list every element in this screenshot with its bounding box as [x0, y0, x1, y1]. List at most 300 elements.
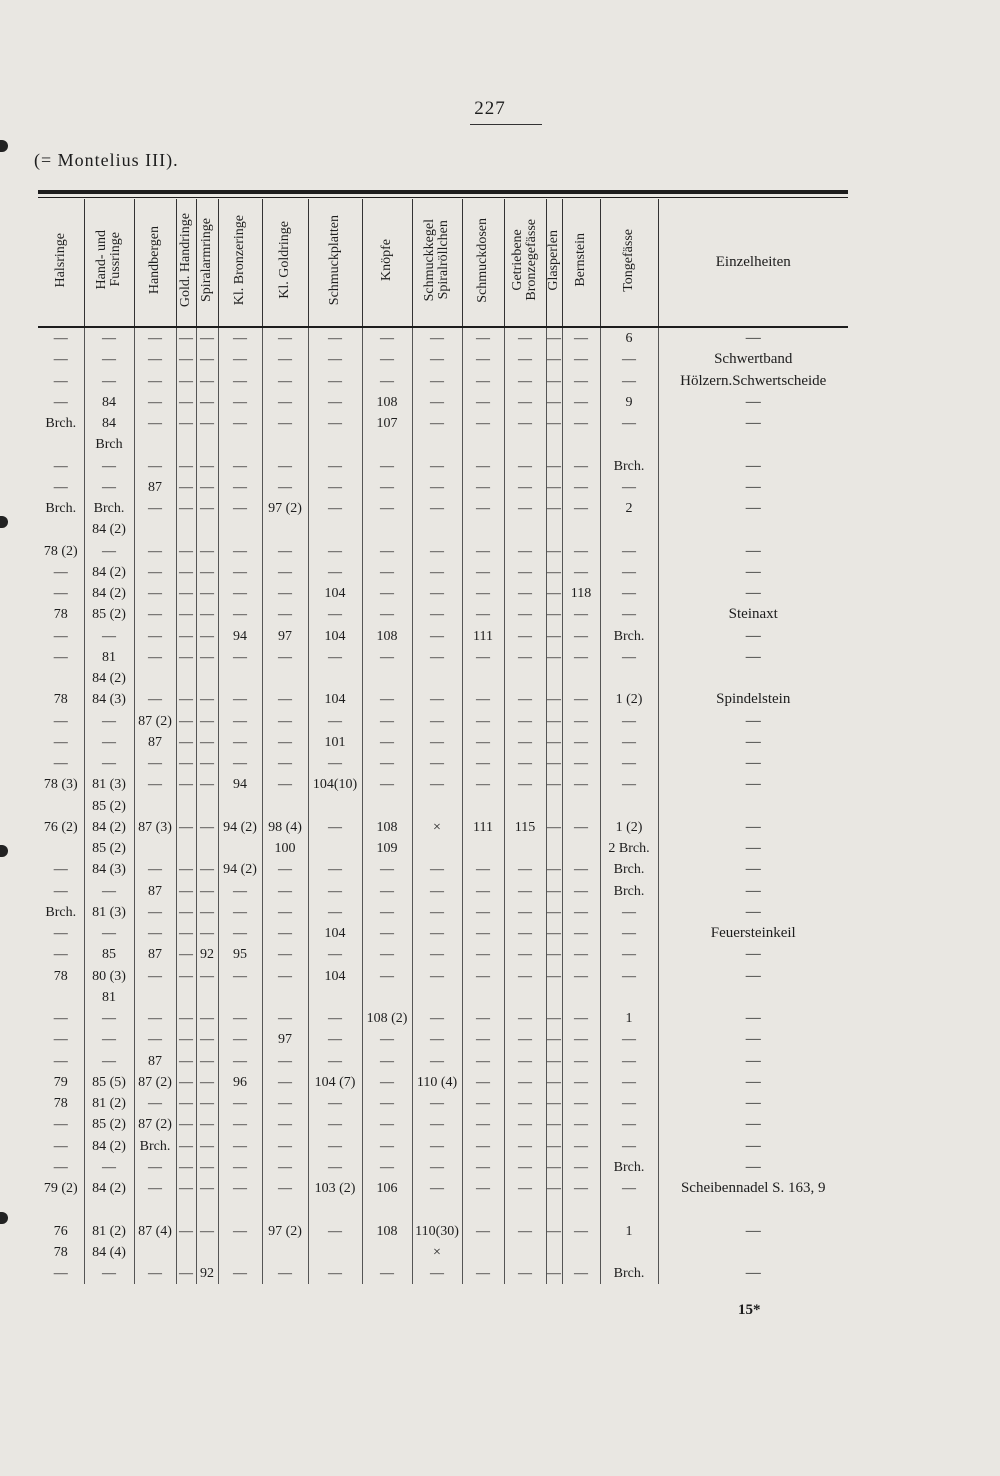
detail-cell: — — [658, 1136, 848, 1157]
table-cell: — — [562, 349, 600, 370]
table-row — [38, 1072, 848, 1093]
table-cell — [196, 519, 218, 540]
table-cell: — — [53, 926, 68, 942]
column-header — [84, 199, 134, 327]
table-cell: — — [196, 1029, 218, 1050]
detail-cell: — — [658, 583, 848, 604]
table-cell: — — [196, 498, 218, 519]
table-cell: — — [504, 1072, 546, 1093]
table-cell: — — [362, 1051, 412, 1072]
table-cell: 104 — [308, 923, 362, 944]
detail-cell — [658, 987, 848, 1008]
table-cell: — — [176, 944, 196, 965]
table-row — [38, 1199, 848, 1220]
table-row — [38, 838, 848, 859]
table-cell — [218, 434, 262, 455]
table-cell: — — [308, 1263, 362, 1284]
table-cell: Brch. — [84, 498, 134, 519]
column-header-label: Hand- und Fussringe — [94, 230, 123, 290]
table-cell — [562, 796, 600, 817]
table-cell: — — [546, 413, 562, 434]
table-cell — [196, 668, 218, 689]
table-cell: — — [196, 1008, 218, 1029]
table-cell: — — [84, 732, 134, 753]
table-cell: — — [504, 732, 546, 753]
table-cell: — — [218, 881, 262, 902]
table-cell: — — [412, 732, 462, 753]
table-cell: — — [218, 1093, 262, 1114]
table-cell: 80 (3) — [84, 966, 134, 987]
table-cell: Brch. — [600, 456, 658, 477]
table-cell: — — [84, 753, 134, 774]
table-cell — [176, 434, 196, 455]
table-cell: — — [308, 859, 362, 880]
detail-cell — [658, 668, 848, 689]
table-cell: — — [462, 1008, 504, 1029]
table-cell: — — [546, 647, 562, 668]
table-cell: — — [218, 541, 262, 562]
table-cell — [600, 519, 658, 540]
table-cell: 84 (2) — [84, 668, 134, 689]
table-cell: — — [562, 1008, 600, 1029]
table-cell: — — [462, 456, 504, 477]
table-cell — [546, 1242, 562, 1263]
table-cell: — — [562, 711, 600, 732]
table-cell — [462, 668, 504, 689]
table-cell: 81 (2) — [84, 1093, 134, 1114]
table-cell: 109 — [362, 838, 412, 859]
table-cell: — — [196, 774, 218, 795]
table-cell: — — [600, 966, 658, 987]
detail-cell: — — [658, 541, 848, 562]
table-cell: — — [262, 583, 308, 604]
detail-cell — [658, 1242, 848, 1263]
table-cell: — — [462, 966, 504, 987]
table-cell: — — [53, 1138, 68, 1154]
table-cell: — — [462, 859, 504, 880]
table-cell: — — [196, 1157, 218, 1178]
table-cell: — — [218, 711, 262, 732]
column-header — [412, 199, 462, 327]
column-header-label: Schmuckdosen — [475, 217, 490, 303]
table-cell: — — [196, 583, 218, 604]
table-cell: — — [546, 923, 562, 944]
table-cell: — — [218, 1114, 262, 1135]
table-cell: — — [176, 774, 196, 795]
detail-cell: — — [658, 1029, 848, 1050]
table-cell: — — [134, 859, 176, 880]
column-header-label: Schmuckplatten — [327, 214, 342, 306]
table-cell: — — [218, 562, 262, 583]
column-header — [600, 199, 658, 327]
table-cell — [134, 987, 176, 1008]
detail-cell: — — [658, 392, 848, 413]
table-cell: 87 (2) — [134, 711, 176, 732]
table-cell: — — [53, 352, 68, 368]
table-cell — [134, 668, 176, 689]
table-cell: — — [176, 1263, 196, 1284]
table-row — [38, 796, 848, 817]
table-cell: — — [562, 689, 600, 710]
table-cell: — — [462, 1263, 504, 1284]
binding-hole — [0, 516, 8, 528]
table-cell: — — [504, 711, 546, 732]
table-cell: — — [218, 392, 262, 413]
table-cell: — — [176, 583, 196, 604]
table-cell: — — [562, 477, 600, 498]
table-cell: — — [412, 1008, 462, 1029]
table-cell — [308, 1199, 362, 1220]
table-cell: — — [362, 349, 412, 370]
table-cell: — — [412, 1051, 462, 1072]
table-cell: — — [53, 862, 68, 878]
table-cell: Brch. — [45, 904, 77, 920]
table-cell: — — [562, 966, 600, 987]
table-row — [38, 689, 848, 710]
table-cell: — — [262, 881, 308, 902]
table-row — [38, 1136, 848, 1157]
table-cell: — — [562, 817, 600, 838]
detail-cell: — — [658, 1072, 848, 1093]
table-cell: 97 (2) — [262, 498, 308, 519]
table-row — [38, 966, 848, 987]
table-cell: 84 — [84, 392, 134, 413]
table-cell: — — [462, 349, 504, 370]
table-cell: — — [262, 1008, 308, 1029]
table-body — [38, 327, 848, 1284]
table-cell: — — [176, 1029, 196, 1050]
table-cell: — — [462, 477, 504, 498]
table-cell: — — [412, 349, 462, 370]
table-cell: — — [562, 371, 600, 392]
table-cell: — — [262, 371, 308, 392]
table-row — [38, 817, 848, 838]
detail-cell: — — [658, 902, 848, 923]
table-cell: — — [546, 498, 562, 519]
table-cell: — — [412, 647, 462, 668]
table-cell — [362, 796, 412, 817]
table-cell: 87 — [134, 1051, 176, 1072]
table-cell: — — [262, 944, 308, 965]
table-cell: — — [262, 349, 308, 370]
table-cell: — — [362, 1072, 412, 1093]
table-row — [38, 902, 848, 923]
column-header-label: Bernstein — [573, 233, 588, 287]
detail-cell: — — [658, 881, 848, 902]
table-cell — [546, 987, 562, 1008]
table-cell: — — [412, 392, 462, 413]
table-row — [38, 434, 848, 455]
table-cell: — — [176, 327, 196, 349]
table-cell: — — [546, 1263, 562, 1284]
table-cell — [134, 434, 176, 455]
table-cell — [462, 434, 504, 455]
table-cell: 78 (3) — [43, 777, 78, 793]
table-cell: 104 (7) — [308, 1072, 362, 1093]
table-cell: — — [308, 498, 362, 519]
table-cell: — — [362, 1136, 412, 1157]
table-cell — [308, 1242, 362, 1263]
table-cell: — — [262, 1157, 308, 1178]
table-cell: — — [600, 477, 658, 498]
table-cell: — — [546, 1114, 562, 1135]
table-cell: — — [546, 732, 562, 753]
table-cell: — — [412, 1263, 462, 1284]
table-cell — [362, 519, 412, 540]
table-cell — [562, 668, 600, 689]
table-cell: — — [84, 371, 134, 392]
table-cell: — — [262, 562, 308, 583]
table-cell: — — [196, 1221, 218, 1242]
table-cell: — — [362, 711, 412, 732]
table-cell: — — [53, 756, 68, 772]
table-cell: — — [134, 689, 176, 710]
table-cell: 81 (2) — [84, 1221, 134, 1242]
table-cell: 92 — [196, 944, 218, 965]
table-cell: — — [546, 1136, 562, 1157]
table-cell: × — [412, 817, 462, 838]
table-cell — [176, 1242, 196, 1263]
table-cell: — — [504, 944, 546, 965]
table-row — [38, 987, 848, 1008]
detail-cell: — — [658, 966, 848, 987]
table-cell — [218, 1242, 262, 1263]
table-cell: — — [53, 628, 68, 644]
table-cell — [362, 987, 412, 1008]
table-cell: — — [53, 1117, 68, 1133]
table-row — [38, 413, 848, 434]
table-cell: — — [134, 647, 176, 668]
table-cell: — — [462, 689, 504, 710]
table-cell: — — [308, 1051, 362, 1072]
table-cell: — — [134, 626, 176, 647]
table-row — [38, 1221, 848, 1242]
table-cell: — — [462, 1157, 504, 1178]
table-row — [38, 1263, 848, 1284]
table-cell: — — [53, 1053, 68, 1069]
table-cell: — — [562, 647, 600, 668]
table-cell: — — [134, 541, 176, 562]
table-cell: — — [562, 944, 600, 965]
table-cell: 103 (2) — [308, 1178, 362, 1199]
sheet-signature: 15* — [738, 1302, 761, 1318]
table-cell — [462, 1199, 504, 1220]
table-cell: — — [504, 1221, 546, 1242]
table-cell: — — [562, 753, 600, 774]
table-cell: — — [53, 883, 68, 899]
table-cell — [262, 1242, 308, 1263]
table-cell — [176, 668, 196, 689]
table-cell: — — [462, 732, 504, 753]
table-cell: — — [196, 1136, 218, 1157]
table-cell: — — [562, 1157, 600, 1178]
table-cell: — — [362, 923, 412, 944]
table-cell: 84 (2) — [84, 1178, 134, 1199]
table-cell: — — [412, 327, 462, 349]
table-cell: — — [562, 626, 600, 647]
table-cell: — — [84, 456, 134, 477]
column-header — [218, 199, 262, 327]
table-cell: — — [308, 562, 362, 583]
table-cell: — — [134, 1263, 176, 1284]
table-cell: — — [53, 947, 68, 963]
table-cell — [412, 519, 462, 540]
table-cell: 85 (2) — [84, 838, 134, 859]
table-cell: — — [562, 498, 600, 519]
table-cell: — — [462, 1029, 504, 1050]
table-cell: — — [504, 753, 546, 774]
table-cell: — — [134, 966, 176, 987]
table-cell: — — [218, 413, 262, 434]
table-cell: — — [308, 1114, 362, 1135]
table-cell: — — [462, 1093, 504, 1114]
table-cell: — — [308, 647, 362, 668]
table-cell — [562, 434, 600, 455]
table-cell: — — [362, 562, 412, 583]
table-cell: — — [134, 562, 176, 583]
table-cell: — — [196, 562, 218, 583]
table-cell — [546, 668, 562, 689]
table-cell: 97 — [262, 626, 308, 647]
table-cell: — — [218, 966, 262, 987]
table-cell — [504, 1242, 546, 1263]
table-cell: 1 — [600, 1221, 658, 1242]
table-cell — [262, 434, 308, 455]
detail-cell: Hölzern.Schwertscheide — [658, 371, 848, 392]
table-cell: — — [462, 881, 504, 902]
detail-cell: — — [658, 944, 848, 965]
table-cell: Brch. — [45, 501, 77, 517]
detail-cell: — — [658, 859, 848, 880]
table-cell: — — [600, 541, 658, 562]
table-cell: — — [412, 1029, 462, 1050]
table-cell: Brch. — [600, 881, 658, 902]
table-cell: — — [546, 753, 562, 774]
table-cell: — — [218, 923, 262, 944]
table-row — [38, 711, 848, 732]
table-cell: — — [504, 349, 546, 370]
table-cell — [308, 668, 362, 689]
table-cell: — — [412, 902, 462, 923]
table-cell: — — [562, 1178, 600, 1199]
table-cell: — — [600, 1051, 658, 1072]
table-cell: — — [262, 1263, 308, 1284]
table-cell: — — [308, 413, 362, 434]
table-cell: — — [600, 413, 658, 434]
table-cell: — — [412, 711, 462, 732]
table-cell: — — [262, 413, 308, 434]
table-cell: — — [262, 1051, 308, 1072]
table-cell: — — [546, 583, 562, 604]
table-cell — [562, 1242, 600, 1263]
table-cell: — — [504, 1008, 546, 1029]
table-cell: — — [412, 859, 462, 880]
table-cell: — — [412, 1114, 462, 1135]
table-cell: 76 (2) — [43, 819, 78, 835]
table-cell: — — [308, 753, 362, 774]
table-cell: — — [176, 881, 196, 902]
table-cell: — — [546, 392, 562, 413]
column-header — [362, 199, 412, 327]
column-header-label: Kl. Goldringe — [277, 221, 292, 299]
table-cell: — — [562, 604, 600, 625]
table-row — [38, 647, 848, 668]
table-cell: — — [504, 1051, 546, 1072]
table-cell: — — [546, 1072, 562, 1093]
table-cell — [504, 796, 546, 817]
detail-cell: — — [658, 1157, 848, 1178]
binding-hole — [0, 845, 8, 857]
table-row — [38, 392, 848, 413]
table-cell — [504, 434, 546, 455]
table-cell: — — [504, 1136, 546, 1157]
table-cell: — — [462, 1178, 504, 1199]
table-cell: — — [546, 1178, 562, 1199]
table-cell: — — [412, 1136, 462, 1157]
table-cell: — — [462, 1221, 504, 1242]
column-header-label: Tongefässe — [621, 228, 636, 292]
table-cell: 78 — [53, 1244, 68, 1260]
table-cell: — — [84, 1051, 134, 1072]
table-cell: — — [504, 327, 546, 349]
table-cell: — — [308, 456, 362, 477]
table-cell: — — [412, 923, 462, 944]
table-cell: — — [504, 583, 546, 604]
detail-cell: — — [658, 327, 848, 349]
table-cell: — — [362, 1093, 412, 1114]
table-cell: — — [134, 774, 176, 795]
table-cell: — — [196, 456, 218, 477]
table-cell: 85 — [84, 944, 134, 965]
table-cell: — — [546, 626, 562, 647]
table-row — [38, 1008, 848, 1029]
table-cell: 108 — [362, 817, 412, 838]
table-cell: — — [462, 371, 504, 392]
table-cell: 100 — [262, 838, 308, 859]
table-cell: 108 — [362, 626, 412, 647]
table-cell: — — [562, 456, 600, 477]
table-cell — [504, 987, 546, 1008]
table-cell: — — [53, 1266, 68, 1282]
table-cell: — — [84, 1029, 134, 1050]
table-cell: — — [196, 1114, 218, 1135]
table-cell — [562, 1199, 600, 1220]
table-cell: — — [134, 1093, 176, 1114]
table-cell — [38, 838, 84, 859]
table-cell: — — [362, 498, 412, 519]
table-cell: — — [600, 923, 658, 944]
table-cell — [504, 838, 546, 859]
table-cell — [196, 987, 218, 1008]
table-cell: Brch — [84, 434, 134, 455]
table-cell — [308, 796, 362, 817]
table-cell: — — [176, 1114, 196, 1135]
table-cell: — — [308, 1093, 362, 1114]
table-row — [38, 881, 848, 902]
table-cell: 2 Brch. — [600, 838, 658, 859]
column-header-label: Getriebene Bronzegefässe — [510, 219, 539, 301]
table-cell: — — [362, 327, 412, 349]
table-cell: — — [196, 711, 218, 732]
table-cell: — — [134, 349, 176, 370]
table-cell — [412, 987, 462, 1008]
table-top-rule — [38, 190, 848, 194]
table-cell: — — [412, 1157, 462, 1178]
table-cell: — — [262, 902, 308, 923]
table-cell: — — [176, 902, 196, 923]
table-cell — [38, 434, 84, 455]
table-cell: — — [462, 327, 504, 349]
